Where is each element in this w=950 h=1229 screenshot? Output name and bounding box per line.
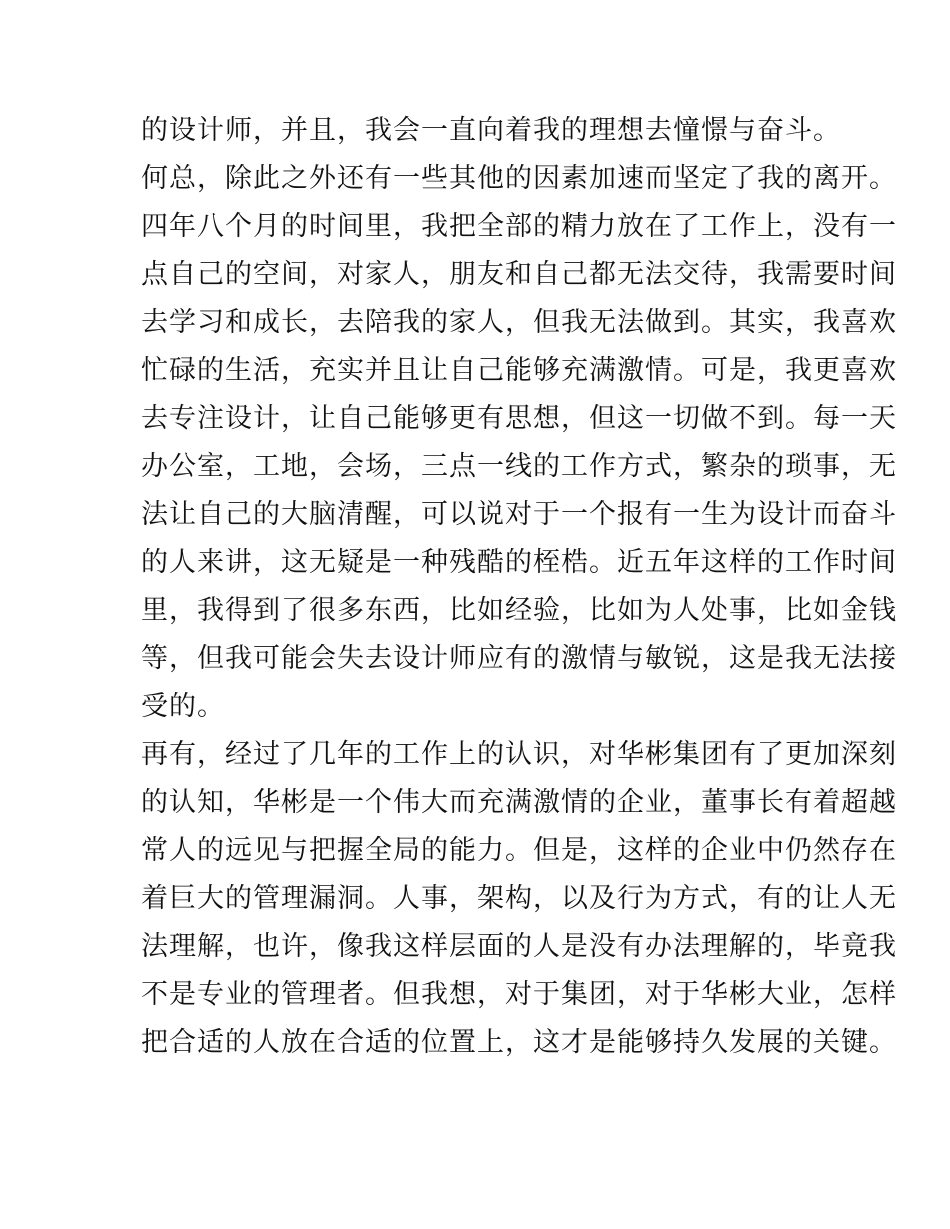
text-line: 法理解，也许，像我这样层面的人是没有办法理解的，毕竟我	[141, 931, 897, 962]
text-line: 的人来讲，这无疑是一种残酷的桎梏。近五年这样的工作时间	[141, 547, 897, 578]
text-line: 的设计师，并且，我会一直向着我的理想去憧憬与奋斗。	[141, 115, 841, 146]
text-line: 不是专业的管理者。但我想，对于集团，对于华彬大业，怎样	[141, 979, 897, 1010]
text-line: 办公室，工地，会场，三点一线的工作方式，繁杂的琐事，无	[141, 451, 897, 482]
text-line: 常人的远见与把握全局的能力。但是，这样的企业中仍然存在	[141, 835, 897, 866]
text-line: 忙碌的生活，充实并且让自己能够充满激情。可是，我更喜欢	[141, 355, 897, 386]
document-body	[141, 107, 897, 1067]
text-line: 何总，除此之外还有一些其他的因素加速而坚定了我的离开。	[141, 163, 897, 194]
text-line: 把合适的人放在合适的位置上，这才是能够持久发展的关键。	[141, 1027, 897, 1058]
text-line: 等，但我可能会失去设计师应有的激情与敏锐，这是我无法接	[141, 643, 897, 674]
text-line: 点自己的空间，对家人，朋友和自己都无法交待，我需要时间	[141, 259, 897, 290]
text-line: 法让自己的大脑清醒，可以说对于一个报有一生为设计而奋斗	[141, 499, 897, 530]
text-line: 再有，经过了几年的工作上的认识，对华彬集团有了更加深刻	[141, 739, 897, 770]
text-line: 去专注设计，让自己能够更有思想，但这一切做不到。每一天	[141, 403, 897, 434]
text-line: 受的。	[141, 691, 225, 722]
text-line: 去学习和成长，去陪我的家人，但我无法做到。其实，我喜欢	[141, 307, 897, 338]
text-line: 着巨大的管理漏洞。人事，架构，以及行为方式，有的让人无	[141, 883, 897, 914]
text-line: 里，我得到了很多东西，比如经验，比如为人处事，比如金钱	[141, 595, 897, 626]
text-line: 四年八个月的时间里，我把全部的精力放在了工作上，没有一	[141, 211, 897, 242]
text-line: 的认知，华彬是一个伟大而充满激情的企业，董事长有着超越	[141, 787, 897, 818]
